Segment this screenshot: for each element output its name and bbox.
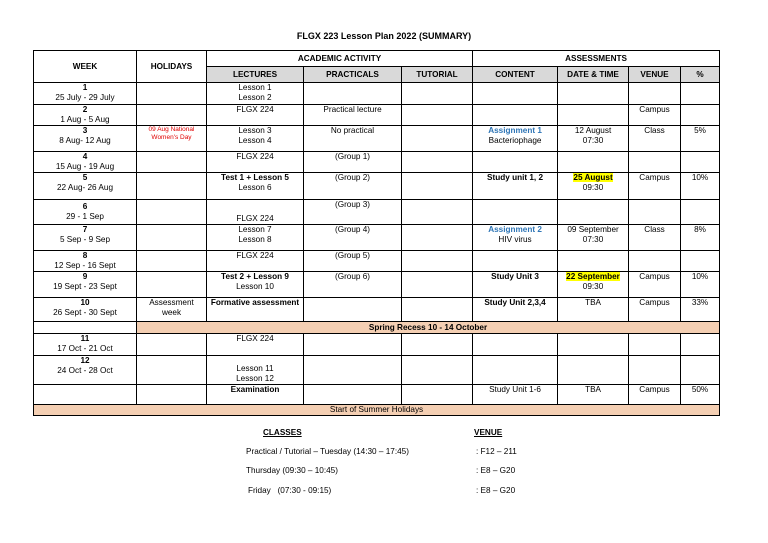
highlighted-date: 22 September bbox=[566, 272, 620, 281]
header-percent: % bbox=[681, 67, 720, 83]
recess-row bbox=[34, 322, 720, 334]
date-cell bbox=[558, 334, 629, 356]
lecture-cell: FLGX 224 bbox=[207, 251, 304, 272]
percent-cell bbox=[681, 334, 720, 356]
page-title: FLGX 223 Lesson Plan 2022 (SUMMARY) bbox=[296, 31, 472, 41]
content-cell bbox=[473, 83, 558, 105]
content-cell bbox=[473, 251, 558, 272]
week-cell: 5 22 Aug- 26 Aug bbox=[34, 173, 137, 200]
week-cell: 12 24 Oct - 28 Oct bbox=[34, 356, 137, 385]
tutorial-cell bbox=[402, 298, 473, 322]
practical-cell: No practical bbox=[304, 126, 402, 152]
tutorial-cell bbox=[402, 126, 473, 152]
header-date-time: DATE & TIME bbox=[558, 67, 629, 83]
content-cell bbox=[473, 200, 558, 225]
lecture-cell: FLGX 224 bbox=[207, 152, 304, 173]
venue-cell: Class bbox=[629, 126, 681, 152]
tutorial-cell bbox=[402, 272, 473, 298]
content-cell bbox=[473, 334, 558, 356]
summer-label: Start of Summer Holidays bbox=[34, 405, 720, 416]
lecture-cell: Formative assessment bbox=[207, 298, 304, 322]
table-row bbox=[34, 200, 720, 225]
date-cell bbox=[558, 83, 629, 105]
venue-cell bbox=[629, 83, 681, 105]
content-cell bbox=[473, 105, 558, 126]
practical-cell: (Group 2) bbox=[304, 173, 402, 200]
content-cell: Study Unit 1-6 bbox=[473, 385, 558, 405]
summer-row bbox=[34, 405, 720, 416]
date-cell: 25 August 09:30 bbox=[558, 173, 629, 200]
practical-cell bbox=[304, 83, 402, 105]
percent-cell bbox=[681, 356, 720, 385]
header-academic-activity: ACADEMIC ACTIVITY bbox=[207, 51, 473, 67]
week-cell: 2 1 Aug - 5 Aug bbox=[34, 105, 137, 126]
week-cell: 1 25 July - 29 July bbox=[34, 83, 137, 105]
holiday-cell bbox=[137, 356, 207, 385]
date-cell bbox=[558, 152, 629, 173]
holiday-cell bbox=[137, 83, 207, 105]
holiday-cell bbox=[137, 385, 207, 405]
table-row bbox=[34, 356, 720, 385]
lecture-cell: Test 1 + Lesson 5 Lesson 6 bbox=[207, 173, 304, 200]
table-row bbox=[34, 83, 720, 105]
table-row bbox=[34, 272, 720, 298]
tutorial-cell bbox=[402, 356, 473, 385]
holiday-cell bbox=[137, 225, 207, 251]
table-row bbox=[34, 334, 720, 356]
lecture-cell: Examination bbox=[207, 385, 304, 405]
percent-cell: 33% bbox=[681, 298, 720, 322]
table-row bbox=[34, 126, 720, 152]
header-holidays: HOLIDAYS bbox=[137, 51, 207, 83]
table-row bbox=[34, 152, 720, 173]
date-cell bbox=[558, 251, 629, 272]
class-venue-item: : E8 – G20 bbox=[476, 466, 516, 475]
venue-cell: Campus bbox=[629, 173, 681, 200]
class-schedule-item: Practical / Tutorial – Tuesday (14:30 – 17:45) bbox=[246, 447, 409, 456]
recess-label: Spring Recess 10 - 14 October bbox=[137, 322, 720, 334]
practical-cell: (Group 4) bbox=[304, 225, 402, 251]
week-cell: 4 15 Aug - 19 Aug bbox=[34, 152, 137, 173]
date-cell: TBA bbox=[558, 298, 629, 322]
venue-cell bbox=[629, 251, 681, 272]
tutorial-cell bbox=[402, 105, 473, 126]
percent-cell: 10% bbox=[681, 272, 720, 298]
date-cell: 22 September 09:30 bbox=[558, 272, 629, 298]
week-cell: 6 29 - 1 Sep bbox=[34, 200, 137, 225]
percent-cell: 8% bbox=[681, 225, 720, 251]
classes-header: CLASSES bbox=[263, 428, 302, 437]
venue-cell: Campus bbox=[629, 385, 681, 405]
week-cell: 8 12 Sep - 16 Sept bbox=[34, 251, 137, 272]
holiday-cell bbox=[137, 251, 207, 272]
venue-cell: Class bbox=[629, 225, 681, 251]
date-cell bbox=[558, 105, 629, 126]
content-cell bbox=[473, 152, 558, 173]
percent-cell bbox=[681, 200, 720, 225]
week-cell bbox=[34, 385, 137, 405]
practical-cell: (Group 3) bbox=[304, 200, 402, 225]
practical-cell bbox=[304, 385, 402, 405]
table-row bbox=[34, 298, 720, 322]
percent-cell: 50% bbox=[681, 385, 720, 405]
table-row bbox=[34, 251, 720, 272]
tutorial-cell bbox=[402, 200, 473, 225]
practical-cell: (Group 5) bbox=[304, 251, 402, 272]
lesson-plan-table bbox=[33, 50, 720, 416]
practical-cell: (Group 1) bbox=[304, 152, 402, 173]
venue-cell: Campus bbox=[629, 272, 681, 298]
practical-cell: Practical lecture bbox=[304, 105, 402, 126]
lecture-cell: Lesson 1 Lesson 2 bbox=[207, 83, 304, 105]
class-venue-item: : E8 – G20 bbox=[476, 486, 516, 495]
class-schedule-item: Friday (07:30 - 09:15) bbox=[248, 486, 332, 495]
venue-cell: Campus bbox=[629, 298, 681, 322]
content-cell: Assignment 1 Bacteriophage bbox=[473, 126, 558, 152]
holiday-cell: Assessment week bbox=[137, 298, 207, 322]
holiday-cell bbox=[137, 334, 207, 356]
holiday-cell bbox=[137, 173, 207, 200]
practical-cell: (Group 6) bbox=[304, 272, 402, 298]
class-schedule-item: Thursday (09:30 – 10:45) bbox=[246, 466, 338, 475]
percent-cell bbox=[681, 152, 720, 173]
content-cell: Assignment 2 HIV virus bbox=[473, 225, 558, 251]
holiday-cell bbox=[137, 126, 207, 152]
content-cell: Study unit 1, 2 bbox=[473, 173, 558, 200]
lecture-cell: Lesson 7 Lesson 8 bbox=[207, 225, 304, 251]
table-row bbox=[34, 173, 720, 200]
header-lectures: LECTURES bbox=[207, 67, 304, 83]
practical-cell bbox=[304, 334, 402, 356]
date-cell: TBA bbox=[558, 385, 629, 405]
venue-cell bbox=[629, 334, 681, 356]
venue-cell: Campus bbox=[629, 105, 681, 126]
venue-cell bbox=[629, 356, 681, 385]
holiday-cell bbox=[137, 200, 207, 225]
percent-cell bbox=[681, 83, 720, 105]
venue-cell bbox=[629, 152, 681, 173]
tutorial-cell bbox=[402, 385, 473, 405]
tutorial-cell bbox=[402, 173, 473, 200]
content-cell: Study Unit 2,3,4 bbox=[473, 298, 558, 322]
tutorial-cell bbox=[402, 152, 473, 173]
percent-cell: 10% bbox=[681, 173, 720, 200]
lecture-cell: Test 2 + Lesson 9 Lesson 10 bbox=[207, 272, 304, 298]
lecture-cell: FLGX 224 bbox=[207, 334, 304, 356]
tutorial-cell bbox=[402, 225, 473, 251]
header-content: CONTENT bbox=[473, 67, 558, 83]
practical-cell bbox=[304, 298, 402, 322]
header-tutorial: TUTORIAL bbox=[402, 67, 473, 83]
holiday-cell bbox=[137, 105, 207, 126]
week-cell: 11 17 Oct - 21 Oct bbox=[34, 334, 137, 356]
practical-cell bbox=[304, 356, 402, 385]
table-row bbox=[34, 105, 720, 126]
week-cell: 7 5 Sep - 9 Sep bbox=[34, 225, 137, 251]
week-cell: 3 8 Aug- 12 Aug bbox=[34, 126, 137, 152]
date-cell: 12 August 07:30 bbox=[558, 126, 629, 152]
header-assessments: ASSESSMENTS bbox=[473, 51, 720, 67]
header-week: WEEK bbox=[34, 51, 137, 83]
date-cell bbox=[558, 356, 629, 385]
percent-cell bbox=[681, 251, 720, 272]
venue-header: VENUE bbox=[474, 428, 503, 437]
holiday-cell bbox=[137, 272, 207, 298]
holiday-cell bbox=[137, 152, 207, 173]
date-cell: 09 September 07:30 bbox=[558, 225, 629, 251]
lecture-cell: FLGX 224 bbox=[207, 105, 304, 126]
class-venue-item: : F12 – 211 bbox=[476, 447, 517, 456]
content-cell: Study Unit 3 bbox=[473, 272, 558, 298]
lecture-cell: FLGX 224 bbox=[207, 200, 304, 225]
highlighted-date: 25 August bbox=[573, 173, 613, 182]
percent-cell: 5% bbox=[681, 126, 720, 152]
header-venue: VENUE bbox=[629, 67, 681, 83]
tutorial-cell bbox=[402, 334, 473, 356]
table-row bbox=[34, 385, 720, 405]
percent-cell bbox=[681, 105, 720, 126]
week-cell: 9 19 Sept - 23 Sept bbox=[34, 272, 137, 298]
content-cell bbox=[473, 356, 558, 385]
lecture-cell: Lesson 11 Lesson 12 bbox=[207, 356, 304, 385]
tutorial-cell bbox=[402, 83, 473, 105]
tutorial-cell bbox=[402, 251, 473, 272]
lecture-cell: Lesson 3 Lesson 4 bbox=[207, 126, 304, 152]
venue-cell bbox=[629, 200, 681, 225]
week-cell: 10 26 Sept - 30 Sept bbox=[34, 298, 137, 322]
header-practicals: PRACTICALS bbox=[304, 67, 402, 83]
table-row bbox=[34, 225, 720, 251]
womens-day-note: 09 Aug National Women's Day bbox=[148, 126, 195, 141]
date-cell bbox=[558, 200, 629, 225]
